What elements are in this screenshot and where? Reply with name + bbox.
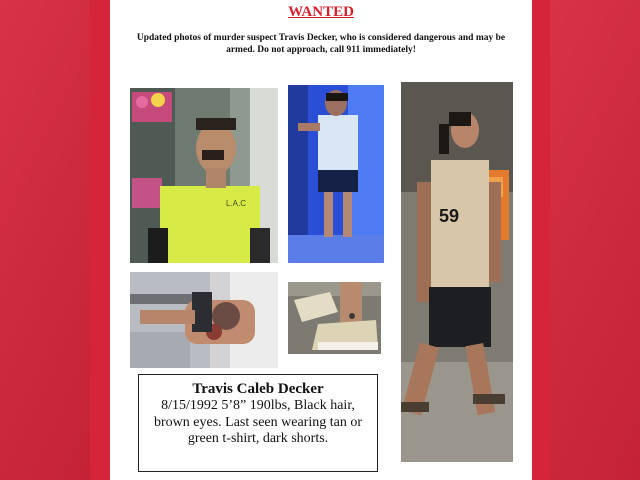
photo-ankle-tattoo bbox=[288, 282, 381, 354]
poster-subtitle: Updated photos of murder suspect Travis Decker, who is considered dangerous and may be armed. Do not approach, call 911 immediately! bbox=[136, 33, 506, 55]
photo-suspect-blue-surveillance bbox=[288, 85, 384, 263]
background-left bbox=[0, 0, 90, 480]
suspect-name: Travis Caleb Decker bbox=[192, 381, 324, 397]
photo-arm-tattoo bbox=[130, 272, 278, 368]
wanted-poster bbox=[110, 0, 532, 480]
photo-suspect-yellow-shirt bbox=[130, 88, 278, 263]
suspect-description: 8/15/1992 5’8” 190lbs, Black hair, brown eyes. Last seen wearing tan or green t-shirt, dark shorts. bbox=[154, 398, 362, 446]
photo-suspect-walking bbox=[401, 82, 513, 462]
background-right bbox=[550, 0, 640, 480]
shirt-text: L.A.C bbox=[226, 199, 247, 208]
suspect-info-box bbox=[138, 374, 378, 472]
poster-title: WANTED bbox=[288, 4, 354, 20]
shirt-number: 59 bbox=[439, 206, 460, 226]
